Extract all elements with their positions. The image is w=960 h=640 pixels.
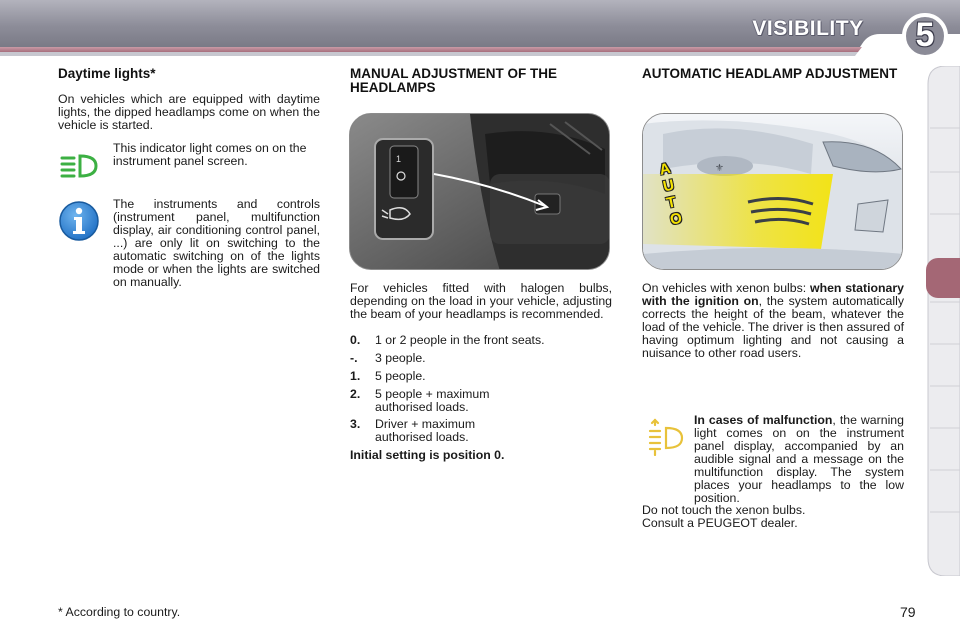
auto-label-text: AUTO: [657, 159, 684, 229]
intro-prefix: On vehicles with xenon bulbs:: [642, 281, 810, 295]
footnote: * According to country.: [58, 605, 181, 619]
xenon-warning-1: Do not touch the xenon bulbs.: [642, 503, 806, 517]
list-item-text: 5 people.: [375, 369, 426, 383]
list-item-text: 1 or 2 people in the front seats.: [375, 333, 545, 347]
chapter-tab-strip: [926, 66, 960, 576]
headlamp-beam-photo: [642, 113, 903, 270]
list-item-number: 2.: [350, 387, 361, 401]
headlamp-dial-photo: [349, 113, 610, 270]
list-item-number: -.: [350, 351, 358, 365]
intro-bold: when stationary with the ignition on: [642, 281, 904, 308]
list-item-text: 5 people + maximum authorised loads.: [375, 387, 490, 414]
page-number: 79: [900, 604, 916, 620]
xenon-warning-2: Consult a PEUGEOT dealer.: [642, 516, 798, 530]
chapter-number: 5: [915, 16, 935, 54]
daytime-lights-intro: On vehicles which are equipped with daytime lights, the dipped headlamps come on when the vehicle is started.: [58, 92, 320, 132]
malfunction-text: , the warning light comes on on the instrument panel display, accompanied by an audible signal and a message on the multifunction display. The system places your headlamps to the low position.: [694, 413, 904, 505]
list-item-number: 1.: [350, 369, 361, 383]
svg-text:1: 1: [396, 154, 402, 164]
chapter-title: VISIBILITY: [752, 17, 864, 40]
daytime-lights-title: Daytime lights*: [58, 66, 156, 81]
daytime-lights-indicator-icon: [58, 148, 102, 184]
malfunction-bold: In cases of malfunction: [694, 413, 833, 427]
list-item-text: Driver + maximum authorised loads.: [375, 417, 476, 444]
chapter-tab-active[interactable]: [926, 258, 960, 298]
svg-text:⚜: ⚜: [715, 163, 724, 174]
list-item-number: 3.: [350, 417, 361, 431]
list-item-number: 0.: [350, 333, 361, 347]
manual-adjustment-title: MANUAL ADJUSTMENT OF THE HEADLAMPS: [350, 66, 557, 95]
initial-setting: Initial setting is position 0.: [350, 448, 505, 462]
malfunction-text-block: [642, 414, 904, 505]
info-text-content: The instruments and controls (instrument panel, multifunction display, air conditioning control panel, ...) are only lit on switching to the automatic switching on of the lights mode or when the lights are switched on manually.: [113, 197, 320, 289]
list-item-text: 3 people.: [375, 351, 426, 365]
indicator-note: This indicator light comes on on the instrument panel screen.: [113, 141, 307, 168]
info-icon: [58, 200, 100, 242]
info-text: [113, 198, 320, 289]
automatic-adjustment-intro: [642, 282, 904, 360]
header-band: [0, 0, 960, 60]
manual-adjustment-intro: For vehicles fitted with halogen bulbs, depending on the load in your vehicle, adjusting the beam of your headlamps is recommended.: [350, 281, 612, 321]
intro-suffix: , the system automatically corrects the height of the beam, whatever the load of the vehicle. The driver is then assured of having optimum lighting and not causing a nuisance to other road users.: [642, 294, 905, 360]
automatic-adjustment-title: AUTOMATIC HEADLAMP ADJUSTMENT: [642, 66, 898, 81]
headlamp-dial-illustration: [350, 114, 610, 270]
